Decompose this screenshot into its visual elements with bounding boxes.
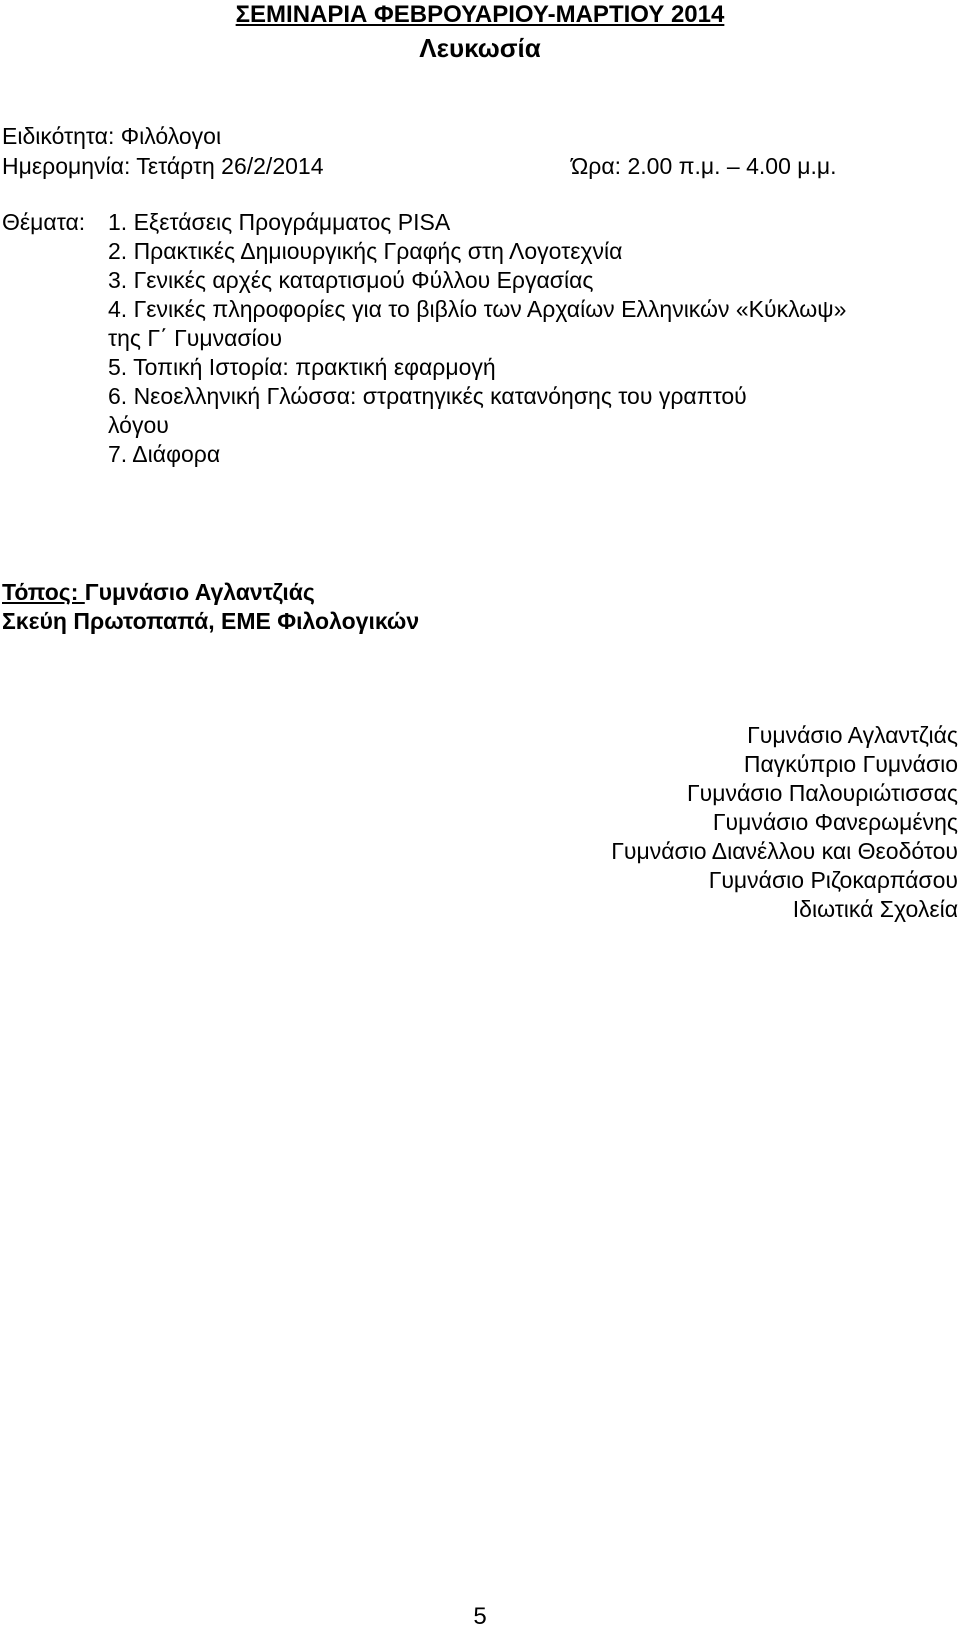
topic-item: 2. Πρακτικές Δημιουργικής Γραφής στη Λογοτεχνία <box>108 238 623 264</box>
school-item: Ιδιωτικά Σχολεία <box>792 896 958 922</box>
topic-item: 3. Γενικές αρχές καταρτισμού Φύλλου Εργασίας <box>108 267 594 293</box>
school-item: Γυμνάσιο Ριζοκαρπάσου <box>708 867 958 893</box>
city-title: Λευκωσία <box>419 33 541 63</box>
date-line: Ημερομηνία: Τετάρτη 26/2/2014 <box>2 153 324 179</box>
school-item: Γυμνάσιο Παλουριώτισσας <box>686 780 958 806</box>
school-item: Γυμνάσιο Φανερωμένης <box>712 809 958 835</box>
topic-item-continuation: λόγου <box>108 412 169 438</box>
time-line: Ώρα: 2.00 π.μ. – 4.00 μ.μ. <box>571 153 837 179</box>
topic-item: 5. Τοπική Ιστορία: πρακτική εφαρμογή <box>108 354 496 380</box>
topic-item: 6. Νεοελληνική Γλώσσα: στρατηγικές κατανόησης του γραπτού <box>108 383 747 409</box>
venue-place: Γυμνάσιο Αγλαντζιάς <box>84 579 315 605</box>
school-item: Γυμνάσιο Αγλαντζιάς <box>747 722 958 748</box>
topic-item-continuation: της Γ΄ Γυμνασίου <box>108 325 283 351</box>
venue-line <box>2 578 315 606</box>
venue-label: Τόπος: <box>2 579 85 605</box>
page-number: 5 <box>473 1603 487 1630</box>
topics-label: Θέματα: <box>2 209 86 235</box>
specialty-line: Ειδικότητα: Φιλόλογοι <box>2 123 222 149</box>
topic-item: 1. Εξετάσεις Προγράμματος PISA <box>108 209 451 235</box>
presenter-line: Σκεύη Πρωτοπαπά, ΕΜΕ Φιλολογικών <box>2 608 420 634</box>
school-item: Παγκύπριο Γυμνάσιο <box>743 751 958 777</box>
seminar-title: ΣΕΜΙΝΑΡΙΑ ΦΕΒΡΟΥΑΡΙΟΥ-ΜΑΡΤΙΟΥ 2014 <box>235 1 725 28</box>
topic-item: 4. Γενικές πληροφορίες για το βιβλίο των Αρχαίων Ελληνικών «Κύκλωψ» <box>108 296 847 322</box>
school-item: Γυμνάσιο Διανέλλου και Θεοδότου <box>611 838 958 864</box>
topic-item: 7. Διάφορα <box>108 441 221 467</box>
